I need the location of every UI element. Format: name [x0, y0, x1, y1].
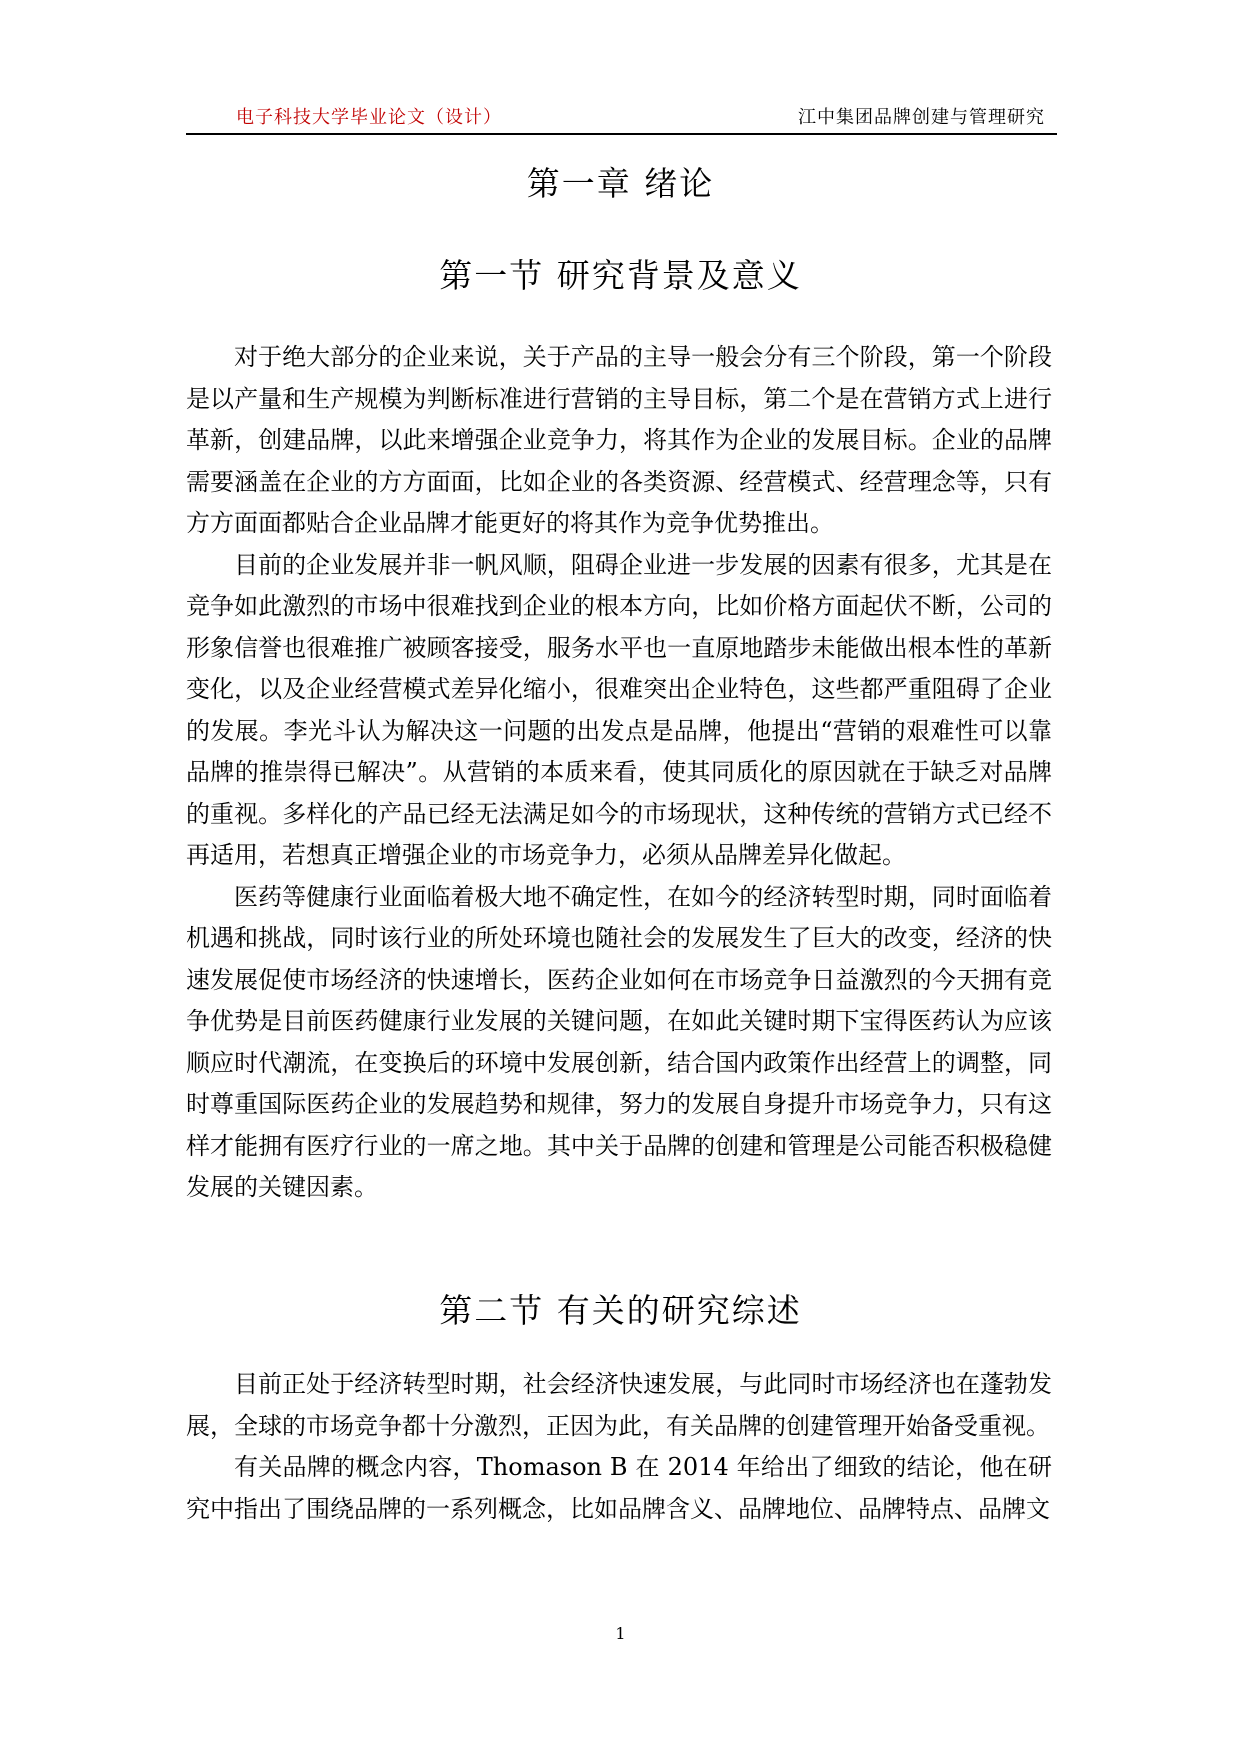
section-1-body: [186, 337, 1052, 1209]
page-number: 1: [615, 1624, 626, 1643]
paragraph: 有关品牌的概念内容，Thomason B 在 2014 年给出了细致的结论，他在研究中指出了围绕品牌的一系列概念，比如品牌含义、品牌地位、品牌特点、品牌文: [186, 1453, 1052, 1523]
section-2-body: [186, 1364, 1052, 1530]
section-title-2: 第二节 有关的研究综述: [439, 1291, 802, 1330]
paragraph: 对于绝大部分的企业来说，关于产品的主导一般会分有三个阶段，第一个阶段是以产量和生产规模为判断标准进行营销的主导目标，第二个是在营销方式上进行革新，创建品牌，以此来增强企业竞争力，将其作为企业的发展目标。企业的品牌需要涵盖在企业的方方面面，比如企业的各类资源、经营模式、经营理念等，只有方方面面都贴合企业品牌才能更好的将其作为竞争优势推出。: [186, 343, 1052, 537]
running-header-right: 江中集团品牌创建与管理研究: [798, 107, 1045, 128]
header-divider: [186, 133, 1057, 135]
running-header-left: 电子科技大学毕业论文（设计）: [236, 107, 502, 128]
section-title-1: 第一节 研究背景及意义: [439, 256, 802, 295]
chapter-title: 第一章 绪论: [526, 164, 715, 203]
paragraph: 医药等健康行业面临着极大地不确定性，在如今的经济转型时期，同时面临着机遇和挑战，同时该行业的所处环境也随社会的发展发生了巨大的改变，经济的快速发展促使市场经济的快速增长，医药企业如何在市场竞争日益激烈的今天拥有竞争优势是目前医药健康行业发展的关键问题，在如此关键时期下宝得医药认为应该顺应时代潮流，在变换后的环境中发展创新，结合国内政策作出经营上的调整，同时尊重国际医药企业的发展趋势和规律，努力的发展自身提升市场竞争力，只有这样才能拥有医疗行业的一席之地。其中关于品牌的创建和管理是公司能否积极稳健发展的关键因素。: [186, 882, 1052, 1201]
paragraph: 目前的企业发展并非一帆风顺，阻碍企业进一步发展的因素有很多，尤其是在竞争如此激烈的市场中很难找到企业的根本方向，比如价格方面起伏不断，公司的形象信誉也很难推广被顾客接受，服务水平也一直原地踏步未能做出根本性的革新变化，以及企业经营模式差异化缩小，很难突出企业特色，这些都严重阻碍了企业的发展。李光斗认为解决这一问题的出发点是品牌，他提出“营销的艰难性可以靠品牌的推崇得已解决”。从营销的本质来看，使其同质化的原因就在于缺乏对品牌的重视。多样化的产品已经无法满足如今的市场现状，这种传统的营销方式已经不再适用，若想真正增强企业的市场竞争力，必须从品牌差异化做起。: [186, 550, 1052, 869]
paragraph: 目前正处于经济转型时期，社会经济快速发展，与此同时市场经济也在蓬勃发展，全球的市场竞争都十分激烈，正因为此，有关品牌的创建管理开始备受重视。: [186, 1370, 1052, 1440]
